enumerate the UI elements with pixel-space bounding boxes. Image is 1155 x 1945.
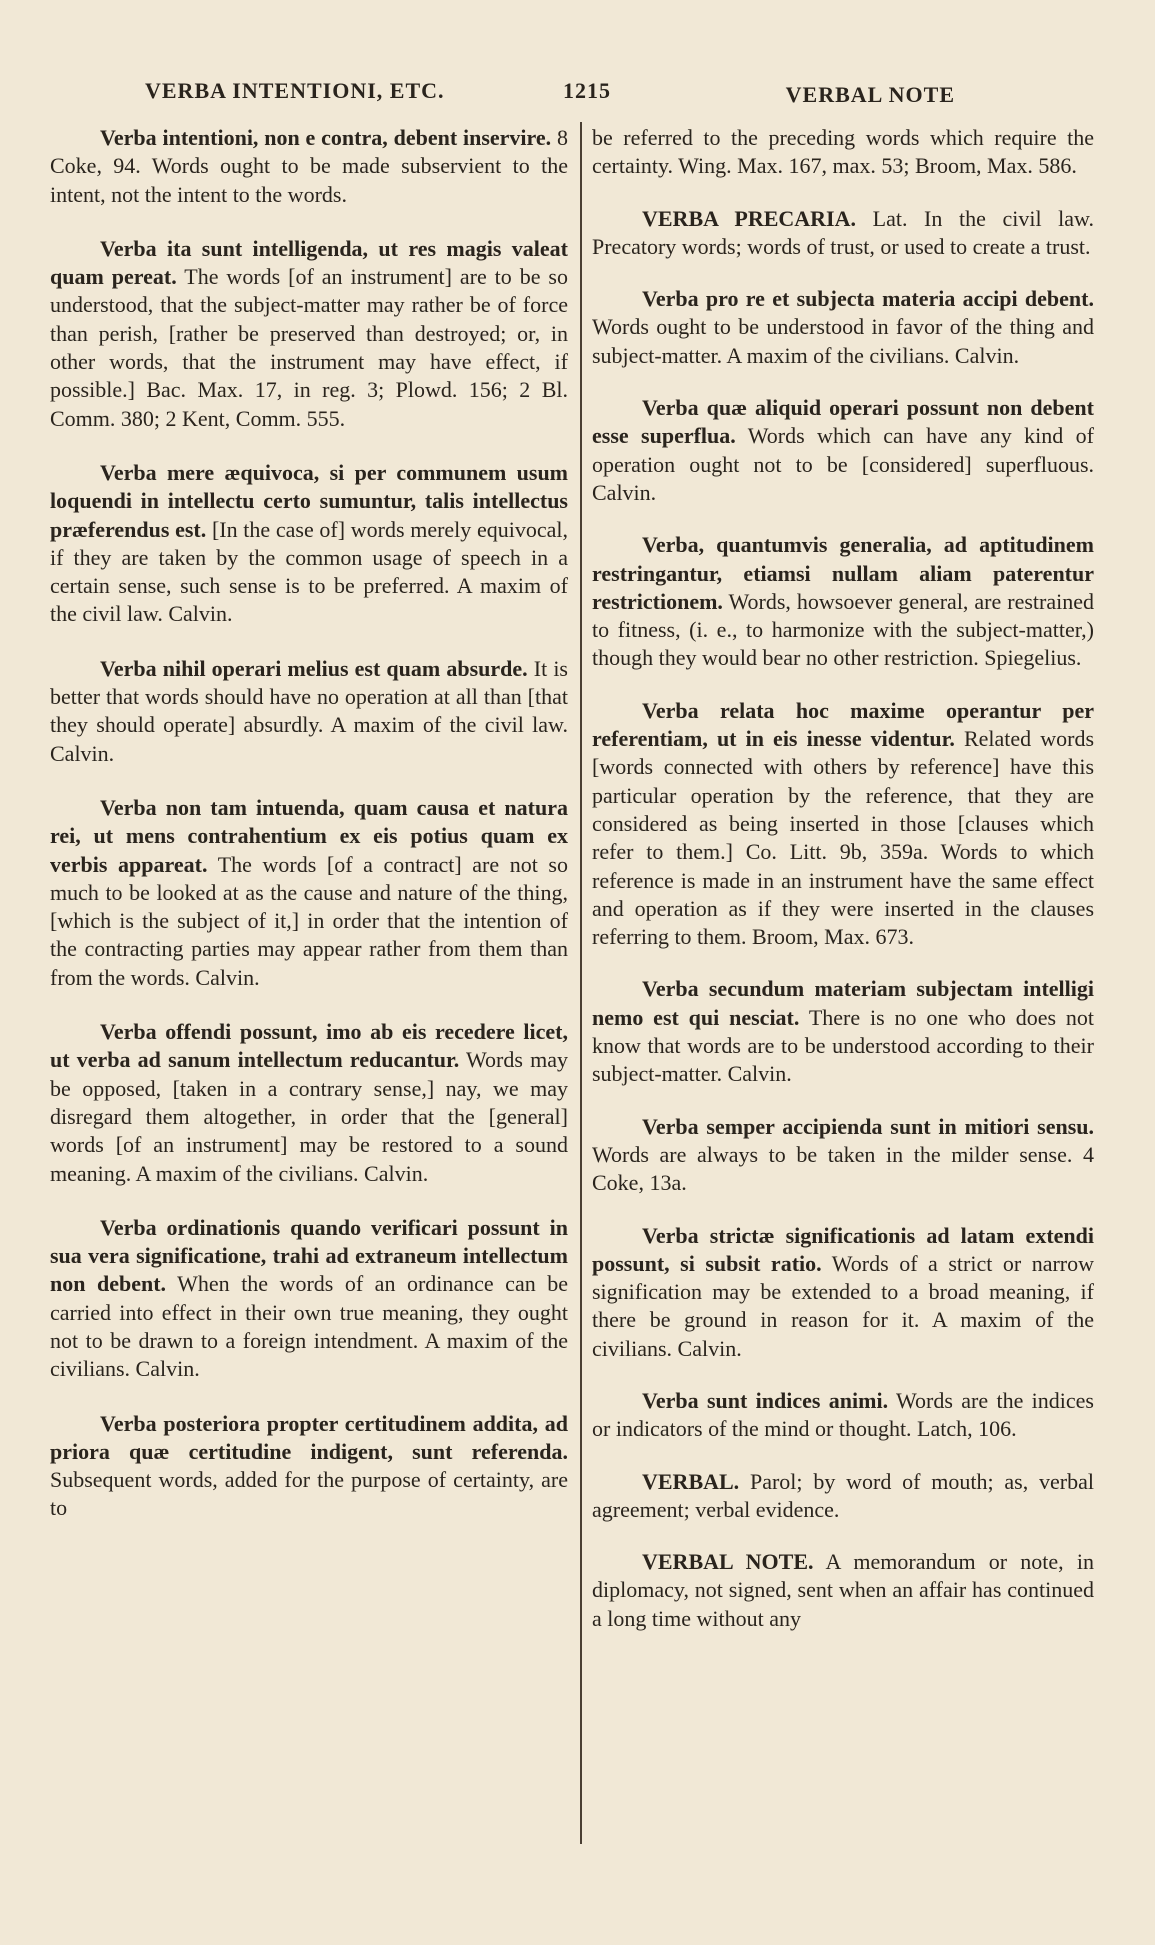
entry-headword: Verba quæ aliquid operari possunt non debent esse superflua. bbox=[592, 395, 1094, 449]
dictionary-entry bbox=[592, 1222, 1094, 1363]
dictionary-entry bbox=[50, 655, 568, 768]
entry-definition: be referred to the preceding words which require the certainty. Wing. Max. 167, max. 53; Broom, Max. 586. bbox=[592, 125, 1094, 179]
dictionary-entry bbox=[50, 1410, 568, 1523]
header-right-guide-word: VERBAL NOTE bbox=[785, 82, 955, 107]
entry-definition: [In the case of] words merely equivocal, if they are taken by the common usage of speech in a certain sense, such sense is to be preferred. A maxim of the civil law. Calvin. bbox=[50, 516, 569, 627]
dictionary-entry bbox=[50, 1214, 568, 1384]
dictionary-entry bbox=[50, 794, 568, 992]
dictionary-entry bbox=[592, 394, 1094, 507]
entry-headword: Verba nihil operari melius est quam absurde. bbox=[100, 655, 528, 681]
header-left-guide-word: VERBA INTENTIONI, ETC. bbox=[145, 78, 445, 103]
running-header bbox=[145, 72, 965, 112]
entry-headword: Verba non tam intuenda, quam causa et natura rei, ut mens contrahentium ex eis potius quam ex verbis appareat. bbox=[50, 794, 568, 877]
dictionary-entry bbox=[592, 285, 1094, 370]
dictionary-entry bbox=[592, 975, 1094, 1088]
entry-definition: It is better that words should have no operation at all than [that they should operate] absurdly. A maxim of the civil law. Calvin. bbox=[50, 655, 568, 766]
entry-definition: When the words of an ordinance can be carried into effect in their own true meaning, they ought not to be drawn to a foreign intendment. A maxim of the civilians. Calvin. bbox=[50, 1271, 568, 1382]
entry-headword: Verba relata hoc maxime operantur per referentiam, ut in eis inesse videntur. bbox=[592, 697, 1094, 752]
entry-definition: Words ought to be understood in favor of the thing and subject-matter. A maxim of the civilians. Calvin. bbox=[592, 314, 1094, 368]
entry-definition: Words are always to be taken in the milder sense. 4 Coke, 13a. bbox=[592, 1141, 1094, 1196]
dictionary-entry bbox=[592, 1548, 1094, 1633]
entry-definition: Words, howsoever general, are restrained to fitness, (i. e., to harmonize with the subject-matter,) though they would bear no other restriction. Spiegelius. bbox=[592, 588, 1094, 671]
dictionary-entry bbox=[592, 1387, 1094, 1444]
dictionary-entry bbox=[592, 124, 1094, 181]
dictionary-entry bbox=[592, 1113, 1094, 1198]
entry-definition: Subsequent words, added for the purpose of certainty, are to bbox=[50, 1467, 568, 1521]
entry-headword: Verba ita sunt intelligenda, ut res magis valeat quam pereat. bbox=[50, 235, 568, 290]
left-column bbox=[50, 124, 568, 1549]
dictionary-entry bbox=[592, 697, 1094, 952]
entry-headword: Verba, quantumvis generalia, ad aptitudinem restringantur, etiamsi nullam aliam paterentur restrictionem. bbox=[592, 532, 1094, 614]
entry-headword: Verba ordinationis quando verificari possunt in sua vera significatione, trahi ad extraneum intellectum non debent. bbox=[50, 1214, 568, 1297]
entry-headword: VERBAL NOTE. bbox=[642, 1549, 814, 1575]
entry-headword: Verba sunt indices animi. bbox=[642, 1387, 889, 1413]
dictionary-entry bbox=[50, 1018, 568, 1188]
entry-definition: A memorandum or note, in diplomacy, not signed, sent when an affair has continued a long time without any bbox=[592, 1549, 1094, 1631]
dictionary-entry bbox=[50, 124, 568, 209]
entry-definition: The words [of an instrument] are to be so understood, that the subject-matter may rather be of force than perish, [rather be preserved than destroyed; or, in other words, that the instrument may have effect, if possible.] Bac. Max. 17, in reg. 3; Plowd. 156; 2 Bl. Comm. 380; 2 Kent, Comm. 555. bbox=[50, 264, 568, 431]
entry-definition: Lat. In the civil law. Precatory words; words of trust, or used to create a trust. bbox=[592, 205, 1094, 259]
entry-definition: The words [of a contract] are not so much to be looked at as the cause and nature of the thing, [which is the subject of it,] in order that the intention of the contracting parties may appear rather from them than from the words. Calvin. bbox=[50, 851, 568, 990]
entry-definition: 8 Coke, 94. Words ought to be made subservient to the intent, not the intent to the words. bbox=[50, 125, 569, 207]
entry-headword: Verba strictæ significationis ad latam extendi possunt, si subsit ratio. bbox=[592, 1222, 1094, 1276]
entry-definition: Related words [words connected with others by reference] have this particular operation by the reference, that they are considered as being inserted in those [clauses which refer to them.] Co. Litt. 9b, 359a. Words to which reference is made in an instrument have the same effect and operation as if they were inserted in the clauses referring to them. Broom, Max. 673. bbox=[592, 726, 1095, 950]
entry-definition: Words are the indices or indicators of the mind or thought. Latch, 106. bbox=[592, 1387, 1094, 1442]
entry-definition: Words which can have any kind of operation ought not to be [considered] superfluous. Calvin. bbox=[592, 423, 1095, 505]
column-divider bbox=[580, 122, 582, 1844]
entry-headword: Verba offendi possunt, imo ab eis recedere licet, ut verba ad sanum intellectum reducantur. bbox=[50, 1019, 568, 1073]
entry-definition: Parol; by word of mouth; as, verbal agreement; verbal evidence. bbox=[592, 1468, 1094, 1522]
dictionary-entry bbox=[50, 235, 568, 433]
entry-headword: Verba intentioni, non e contra, debent inservire. bbox=[100, 125, 552, 150]
entry-definition: Words may be opposed, [taken in a contrary sense,] nay, we may disregard them altogether, in order that the [general] words [of an instrument] may be restored to a sound meaning. A maxim of the civilians. Calvin. bbox=[50, 1047, 568, 1186]
entry-headword: Verba pro re et subjecta materia accipi debent. bbox=[642, 286, 1094, 312]
entry-headword: Verba semper accipienda sunt in mitiori sensu. bbox=[642, 1113, 1094, 1139]
dictionary-entry bbox=[592, 205, 1094, 262]
dictionary-entry bbox=[592, 1468, 1094, 1525]
entry-definition: There is no one who does not know that words are to be understood according to their subject-matter. Calvin. bbox=[592, 1004, 1095, 1087]
right-column bbox=[592, 124, 1094, 1657]
dictionary-entry bbox=[592, 531, 1094, 672]
entry-headword: VERBAL. bbox=[642, 1468, 740, 1494]
page-number: 1215 bbox=[563, 78, 611, 103]
entry-definition: Words of a strict or narrow signification may be extended to a broad meaning, if there be ground in reason for it. A maxim of the civilians. Calvin. bbox=[592, 1250, 1094, 1361]
entry-headword: Verba posteriora propter certitudinem addita, ad priora quæ certitudine indigent, sunt referenda. bbox=[50, 1410, 568, 1464]
entry-headword: Verba mere æquivoca, si per communem usum loquendi in intellectu certo sumuntur, talis intellectus præferendus est. bbox=[50, 459, 568, 542]
dictionary-entry bbox=[50, 459, 568, 629]
entry-headword: VERBA PRECARIA. bbox=[642, 205, 857, 231]
entry-headword: Verba secundum materiam subjectam intelligi nemo est qui nesciat. bbox=[592, 976, 1094, 1030]
